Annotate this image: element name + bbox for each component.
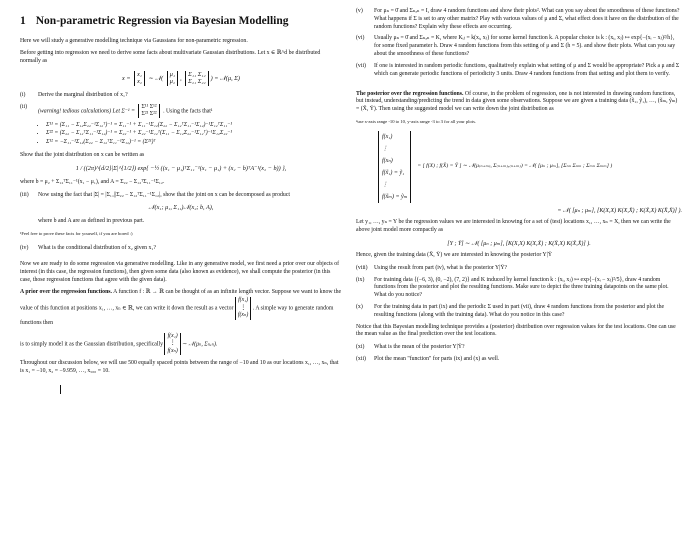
question-text: For the training data in part (ix) and the periodic Σ used in part (vii), draw 4 random functions from the posterior and plot the resulting functions (along with the training data). What do you notice in this case? — [374, 304, 665, 318]
m11: Σ¹¹ — [141, 103, 149, 110]
question-text — [38, 104, 342, 118]
joint-model-equation — [378, 131, 682, 203]
question-x — [356, 304, 682, 320]
mu-vector — [167, 71, 178, 86]
x2: x₂ — [137, 78, 142, 86]
question-ix — [356, 277, 682, 300]
joint-gaussian-equation: x = x₁ x₂ ∼ 𝒩( μ₁ μ₂, Σ₁₁ Σ₁₂ Σ₂₁ Σ₂₂) = 𝒩(μ, Σ) — [122, 70, 240, 86]
question-text: Plot the mean "function" for parts (ix) and (x) as well. — [374, 356, 500, 363]
question-label: (iv) — [20, 245, 29, 252]
mu2: μ₂ — [169, 78, 176, 86]
vec-entry: ⋮ — [382, 146, 388, 153]
section-number: 1 — [20, 15, 26, 27]
joint-model-middle: = [ f(X) ; f(X̄) = Ȳ ] ∼ 𝒩(μ₍ₙ₊ₘ₎, Σ₍ₙ₊ₘ₎ₓ₍ₙ₊ₘ₎) = 𝒩( [μₙ ; μₘ], [Σₙₙ Σₙₘ ; Σₘₙ Σₘₘ] ) — [417, 163, 613, 170]
footnote-2: ²use x-axis range -10 to 10, y-axis range -3 to 3 for all your plots. — [356, 118, 477, 124]
question-text: Usually μₙ = 0̄ and Σₙₓₙ = K, where Kᵢⱼ = k(xᵢ, xⱼ) for some kernel function k. A popular choice is k : (xᵢ, xⱼ) ↦ exp{−(xᵢ − xⱼ)²/h}, for some fixed parameter h. Draw 4 random functions from this setting of μ and Σ (h = 5). and show their plots. What can you say about the smoothness of these functions? — [374, 35, 676, 58]
product-equation: 𝒩(x₁; μ₁, Σ₁₁)𝒩(x₂; b, A), — [148, 203, 214, 211]
question-ii-tail: . Using the facts that¹ — [163, 107, 213, 114]
question-iv — [20, 245, 342, 253]
question-label: (viii) — [356, 264, 368, 271]
question-vii — [356, 63, 682, 79]
section-heading — [20, 14, 342, 30]
intro-paragraph: Here we will study a generative modelling technique via Gaussians for non-parametric regression. — [20, 37, 248, 44]
question-xi — [356, 344, 682, 352]
fact-item: • Σ¹² = −Σ₁₁⁻¹Σ₁₂(Σ₂₂ − Σ₁₂ᵀΣ₁₁⁻¹Σ₁₂)⁻¹ = (Σ²¹)ᵀ — [46, 139, 342, 147]
simply-text: is to simply model it as the Gaussian distribution, specifically — [20, 341, 163, 348]
question-text: What is the mean of the posterior Y|Ȳ? — [374, 344, 465, 351]
question-label: (i) — [20, 91, 26, 98]
question-text: What is the conditional distribution of x₂ given x₁? — [38, 245, 157, 252]
vec-entry: f(x̃₁) = ỹ₁ — [382, 170, 405, 177]
density-equation: 1 / ((2π)^{d/2}|Σ|^{1/2}) exp{ −½ ((x₁ − μ₁)ᵀΣ₁₁⁻¹(x₁ − μ₁) + (x₂ − b)ᵀA⁻¹(x₂ − b)) }, — [75, 164, 287, 172]
question-xii — [356, 356, 682, 364]
let-paragraph: Let y₁, …, yₙ = Y be the regression values we are interested in knowing for a set of (test) locations x₁, …, xₙ = X, then we can write the above joint model more compactly as — [356, 219, 671, 234]
text-cursor — [60, 385, 61, 394]
question-label: (x) — [356, 304, 363, 310]
question-text: For training data {(−6, 3), (0, −2), (7, 2)} and K induced by kernel function k : (xᵢ, xⱼ) ↦ exp{−(xᵢ − xⱼ)²/5}, draw 4 random functions from the posterior and plot the resulting functions. Make sure to depict the three training datapoints on the same plot. What do you notice? — [374, 276, 669, 299]
fact-item: • Σ²² = (Σ₂₂ − Σ₁₂ᵀΣ₁₁⁻¹Σ₁₂)⁻¹ = Σ₂₂⁻¹ + Σ₂₂⁻¹Σ₁₂ᵀ(Σ₁₁ − Σ₁₂Σ₂₂⁻¹Σ₁₂ᵀ)⁻¹Σ₁₂Σ₂₂⁻¹ — [46, 130, 342, 138]
right-column — [356, 8, 682, 368]
question-label: (xi) — [356, 344, 365, 351]
question-viii — [356, 265, 682, 273]
question-label: (v) — [356, 8, 363, 14]
posterior-paragraph — [356, 91, 682, 114]
m22: Σ²² — [149, 110, 157, 117]
vec-entry: f(xₙ) — [382, 158, 393, 165]
vec-bottom: f(xₙ) — [167, 347, 178, 354]
question-text: If one is interested in random periodic functions, qualitatively explain what setting of μ and Σ would be appropriate? Pick a μ and Σ which can generate periodic functions of periodicity 3 units. Draw 4 random functions from that setting and plot them to verify. — [374, 62, 680, 77]
vec-top: f(x₁) — [238, 297, 249, 304]
left-column — [20, 8, 342, 398]
simple-way-text: . A simple way to generate random functions then — [20, 305, 334, 326]
gaussian-model-paragraph — [20, 333, 342, 356]
m12: Σ¹² — [149, 103, 157, 110]
show-paragraph: Show that the joint distribution on x can be written as — [20, 151, 145, 158]
s12: Σ₁₂ — [197, 70, 206, 78]
vec-top: f(x₁) — [167, 332, 178, 339]
sigma-matrix — [185, 71, 209, 86]
vec-dots: ⋮ — [169, 340, 176, 347]
question-vi — [356, 35, 682, 58]
ready-paragraph: Now we are ready to do some regression via generative modelling. Like in any generative model, we first need a prior over our objects of interest (in this case, the regression functions), then given some data (also known as evidence), we shall compute the posterior (in this case, those regression functions that agree with the given data). — [20, 260, 340, 283]
s21: Σ₂₁ — [188, 78, 197, 86]
sigma-inverse-matrix — [138, 104, 159, 118]
prior-heading: A prior over the regression functions. — [20, 289, 112, 296]
section-title: Non-parametric Regression via Bayesian Modelling — [35, 15, 289, 27]
fact-item: • Σ¹¹ = (Σ₁₁ − Σ₁₂Σ₂₂⁻¹Σ₁₂ᵀ)⁻¹ = Σ₁₁⁻¹ + Σ₁₁⁻¹Σ₁₂(Σ₂₂ − Σ₁₂ᵀΣ₁₁⁻¹Σ₁₂)⁻¹Σ₁₂ᵀΣ₁₁⁻¹ — [46, 122, 342, 130]
posterior-text: Of course, in the problem of regression, one is not interested in drawing random functions, but instead, understanding/predicting the trend in data given some observations. Suppose we are given a training data (x̃₁, ỹ₁), …, (x̃ₘ, ỹₘ) = (X̄, Ȳ). Then using the suggested model we can write down the joint distribution as — [356, 90, 678, 113]
joint-model-end: = 𝒩( [μₙ ; μₘ], [K(X,X) K(X,X̄) ; K(X̄,X) K(X̄,X̄)] ). — [557, 208, 682, 215]
throughout-paragraph: Throughout our discussion below, we will use 500 equally spaced points between the range of −10 and 10 as our locations x₁, …, xₙ, that is x₁ = −10, x₂ = −9.959, …, x₅₀₀ = 10. — [20, 360, 339, 375]
notice-paragraph: Notice that this Bayesian modelling technique provides a (posterior) distribution over regression values for the test locations. One can use the mean value as the final prediction over the test locations. — [356, 323, 676, 338]
vec-dots: ⋮ — [240, 304, 246, 311]
compact-equation: [Y ; Ȳ] ∼ 𝒩( [μₙ ; μₘ], [K(X,X) K(X,X̄) ; K(X̄,X) K(X̄,X̄)] ). — [447, 240, 591, 247]
vec-bottom: f(xₙ) — [237, 312, 249, 319]
question-text: Now using the fact that |Σ| = |Σ₁₁||Σ₂₂ − Σ₁₂ᵀΣ₁₁⁻¹Σ₁₂|, show that the joint on x can be decomposed as product — [38, 191, 290, 198]
eq-rhs: = 𝒩(μ, Σ) — [214, 74, 240, 82]
function-vector-2 — [164, 333, 180, 356]
question-text: For μₙ = 0̄ and Σₙₓₙ = I, draw 4 random functions and show their plots². What can you say about the smoothness of these functions? What happens if Σ is set to any other matrix? Play with various values of μ and Σ, what effect does it have on the distribution of the random functions? Explain why these effects are occurring. — [374, 8, 680, 30]
facts-list — [20, 122, 342, 147]
mu1: μ₁ — [169, 70, 176, 78]
question-label: (ii) — [20, 103, 28, 110]
eq-lhs: x = — [122, 74, 131, 82]
where-paragraph: where b = μ₂ + Σ₁₂ᵀΣ₁₁⁻¹(x₁ − μ₁), and A = Σ₂₂ − Σ₁₂ᵀΣ₁₁⁻¹Σ₁₂. — [20, 179, 165, 186]
hence-paragraph: Hence, given the training data (X̄, Ȳ) we are interested in knowing the posterior Y|Ȳ — [356, 251, 553, 258]
question-label: (xii) — [356, 356, 366, 363]
question-label: (ix) — [356, 276, 365, 283]
function-vector — [235, 297, 251, 320]
vec-entry: ⋮ — [382, 182, 388, 188]
vec-entry: f(x₁) — [382, 134, 393, 141]
m21: Σ²¹ — [141, 110, 149, 117]
prior-text: A function f : ℝ → ℝ can be thought of as an infinite length vector. Suppose we want to know the value of this function at positions x₁, …, xₙ ∈ ℝ, we can write it down the result as a vector — [20, 289, 342, 312]
prior-paragraph — [20, 289, 342, 327]
joint-function-vector — [378, 131, 411, 203]
question-iii — [20, 192, 342, 200]
posterior-heading: The posterior over the regression functions. — [356, 90, 464, 97]
vec-entry: f(x̃ₘ) = ỹₘ — [382, 193, 408, 200]
before-paragraph: Before getting into regression we need to derive some facts about multivariate Gaussian distributions. Let x ∈ ℝ^d be distributed normally as — [20, 50, 321, 65]
question-text: Derive the marginal distribution of x₁? — [38, 91, 128, 98]
footnote-1: ¹Feel free to prove these facts for yourself, if you are bored :) — [20, 230, 133, 236]
s22: Σ₂₂ — [197, 78, 206, 86]
question-label: (iii) — [20, 191, 29, 198]
question-ii — [20, 104, 342, 118]
question-label: (vii) — [356, 62, 366, 69]
question-i — [20, 92, 342, 100]
gaussian-rhs: ∼ 𝒩(μₙ, Σₙₓₙ). — [182, 341, 218, 348]
question-text: Using the result from part (iv), what is the posterior Y|Ȳ? — [374, 264, 508, 271]
x-vector — [134, 71, 145, 86]
question-v — [356, 8, 682, 31]
where-paragraph-2: where b and A are as defined in previous part. — [38, 218, 145, 225]
s11: Σ₁₁ — [188, 70, 197, 78]
question-label: (vi) — [356, 35, 365, 42]
question-ii-lead: (warning! tedious calculations) Let Σ⁻¹ = — [38, 107, 136, 114]
x1: x₁ — [137, 70, 142, 78]
